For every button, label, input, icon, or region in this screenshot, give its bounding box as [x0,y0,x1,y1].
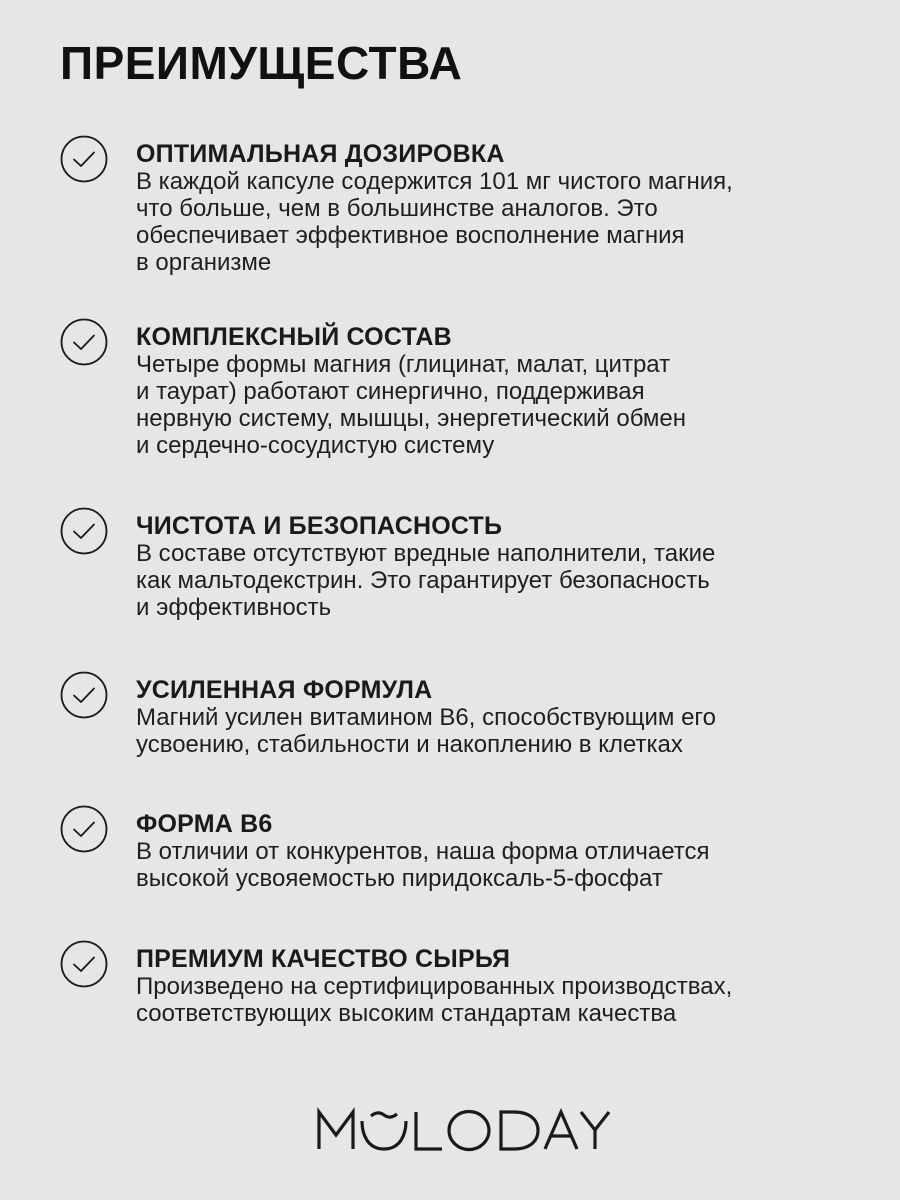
check-circle-icon [60,671,108,719]
benefit-description: Произведено на сертифицированных производствах, соответствующих высоким стандартам качества [136,973,733,1027]
benefit-description: В составе отсутствуют вредные наполнители, такие как мальтодекстрин. Это гарантирует безопасность и эффективность [136,540,716,621]
check-circle-icon [60,805,108,853]
benefit-title: ПРЕМИУМ КАЧЕСТВО СЫРЬЯ [136,945,511,973]
check-circle-icon [60,940,108,988]
benefit-title: УСИЛЕННАЯ ФОРМУЛА [136,676,433,704]
benefit-description: Магний усилен витамином B6, способствующим его усвоению, стабильности и накоплению в клетках [136,704,716,758]
benefit-description: Четыре формы магния (глицинат, малат, цитрат и таурат) работают синергично, поддерживая нервную систему, мышцы, энергетический обмен и сердечно-сосудистую систему [136,351,687,459]
benefit-title: ОПТИМАЛЬНАЯ ДОЗИРОВКА [136,140,505,168]
benefit-description: В каждой капсуле содержится 101 мг чистого магния, что больше, чем в большинстве аналогов. Это обеспечивает эффективное восполнение магния в организме [136,168,733,276]
benefit-title: КОМПЛЕКСНЫЙ СОСТАВ [136,323,452,351]
check-circle-icon [60,507,108,555]
check-circle-icon [60,318,108,366]
benefit-title: ФОРМА B6 [136,810,273,838]
check-circle-icon [60,135,108,183]
benefit-title: ЧИСТОТА И БЕЗОПАСНОСТЬ [136,512,503,540]
page-title: ПРЕИМУЩЕСТВА [60,37,463,89]
moloday-logo [0,1105,900,1155]
benefit-description: В отличии от конкурентов, наша форма отличается высокой усвояемостью пиридоксаль-5-фосфат [136,838,710,892]
